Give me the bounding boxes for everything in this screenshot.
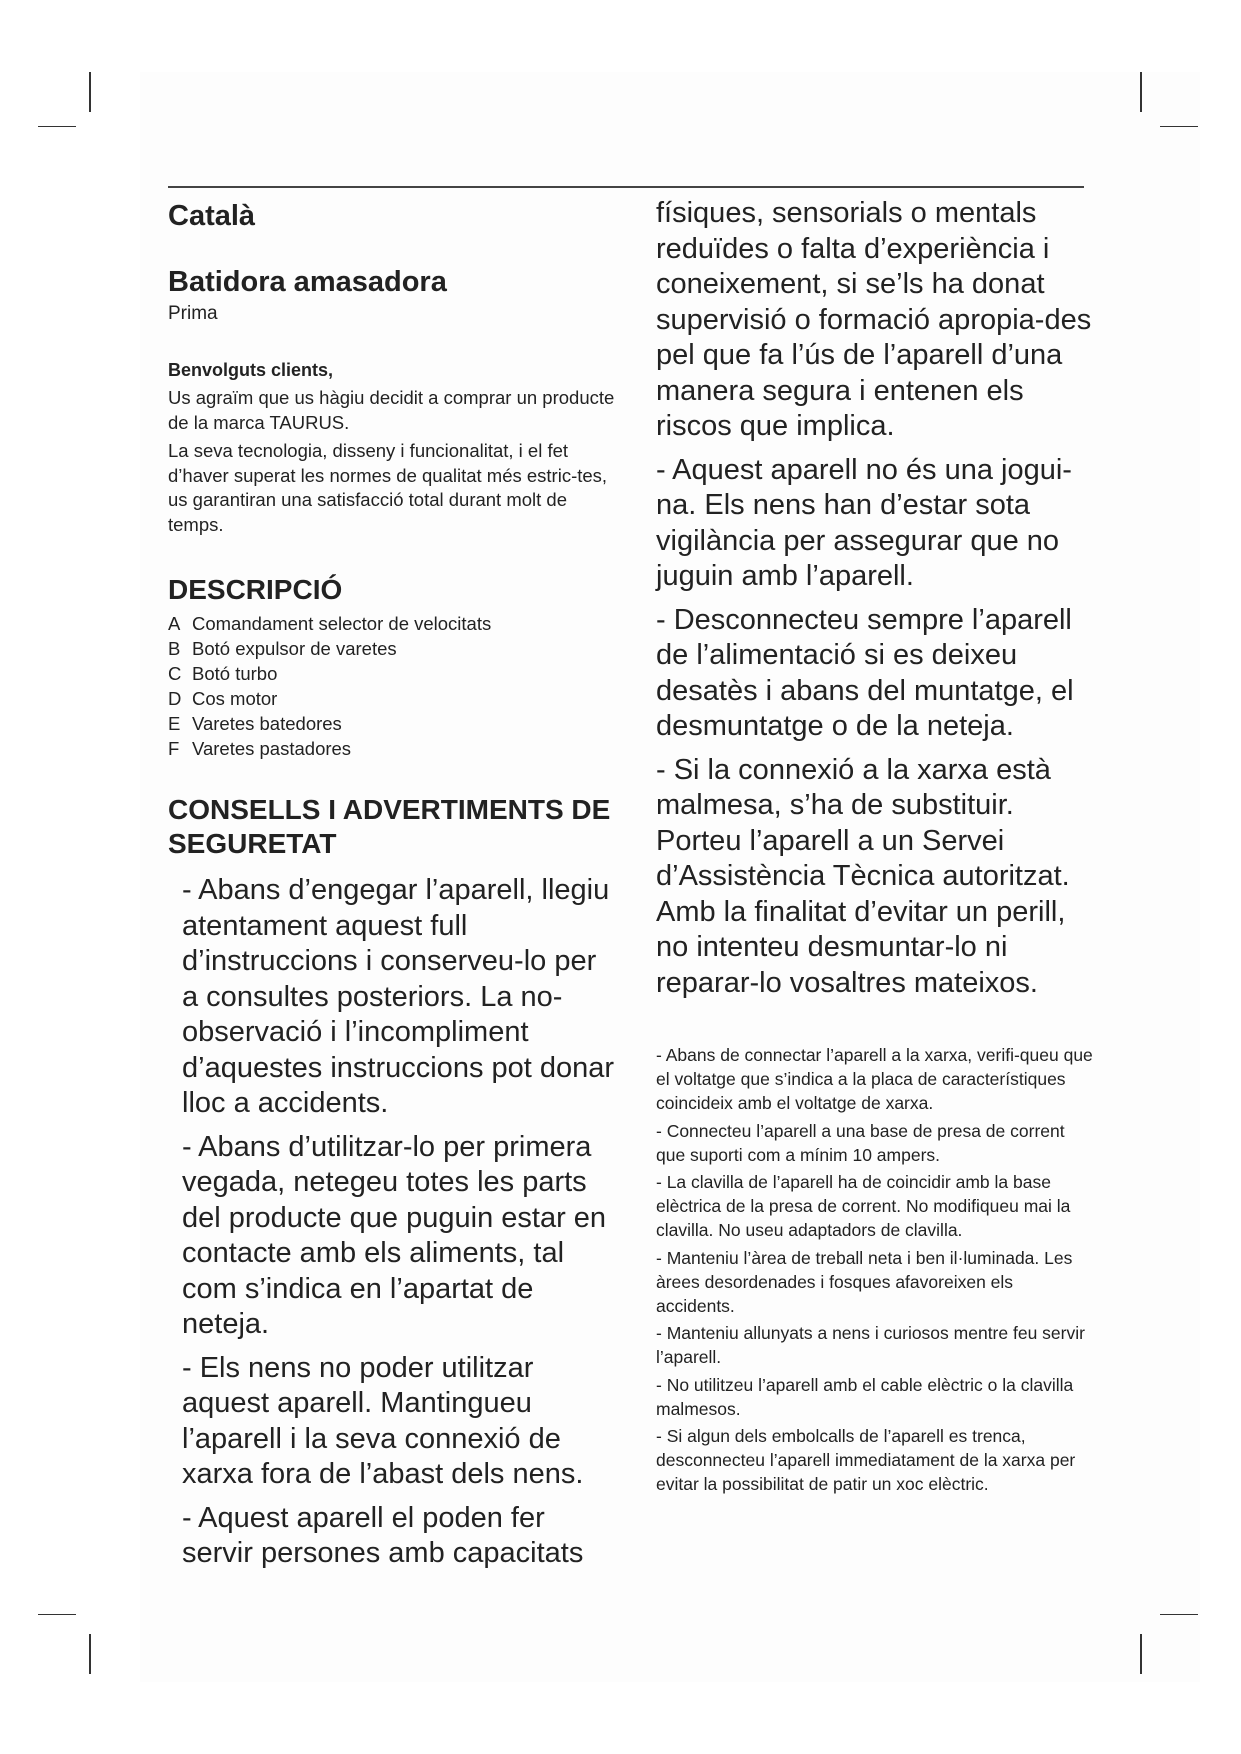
safety-small-item: - Manteniu l’àrea de treball neta i ben il·luminada. Les àrees desordenades i fosques afavoreixen els accidents. — [656, 1247, 1073, 1317]
description-text: Varetes batedores — [192, 713, 342, 734]
header-rule — [168, 186, 1084, 188]
safety-small-item: - Si algun dels embolcalls de l’aparell es trenca, desconnecteu l’aparell immediatament de la xarxa per evitar la possibilitat de patir un xoc elèctric. — [656, 1426, 1076, 1495]
safety-list-left — [182, 873, 618, 1572]
safety-item: - Aquest aparell el poden fer servir persones amb capacitats — [182, 1501, 584, 1569]
left-column — [168, 196, 618, 1580]
right-column — [656, 196, 1096, 1500]
product-title: Batidora amasadora — [168, 266, 447, 298]
safety-small-item: - Connecteu l’aparell a una base de presa de corrent que suporti com a mínim 10 ampers. — [656, 1120, 1065, 1165]
description-letter: F — [168, 738, 180, 759]
safety-item: - Abans d’utilitzar-lo per primera vegada, netegeu totes les parts del producte que puguin estar en contacte amb els aliments, tal com s’indica en l’apartat de neteja. — [182, 1130, 607, 1340]
description-letter: A — [168, 613, 181, 634]
intro-paragraph: La seva tecnologia, disseny i funcionalitat, i el fet d’haver superat les normes de qualitat més estric-tes, us garantiran una satisfacció total durant molt de temps. — [168, 440, 608, 535]
crop-mark-top-left-vertical — [89, 72, 91, 112]
language-title: Català — [168, 200, 256, 232]
description-letter: B — [168, 638, 181, 659]
greeting: Benvolguts clients, — [168, 360, 334, 380]
crop-mark-bottom-left-vertical — [89, 1634, 91, 1674]
crop-mark-bottom-right-vertical — [1140, 1634, 1142, 1674]
description-text: Varetes pastadores — [192, 738, 352, 759]
safety-item: - Si la connexió a la xarxa està malmesa, s’ha de substituir. Porteu l’aparell a un Servei d’Assistència Tècnica autoritzat. Amb la finalitat d’evitar un perill, no intenteu desmuntar-lo ni reparar-lo vosaltres mateixos. — [656, 753, 1070, 999]
safety-heading: CONSELLS I ADVERTIMENTS DE SEGURETAT — [168, 794, 611, 859]
product-model: Prima — [168, 303, 218, 324]
safety-small-item: - Abans de connectar l’aparell a la xarxa, verifi-queu que el voltatge que s’indica a la placa de característiques coincideix amb el voltatge de xarxa. — [656, 1045, 1093, 1114]
safety-list-small — [656, 1043, 1096, 1497]
description-letter: D — [168, 688, 182, 709]
intro-paragraph: Us agraïm que us hàgiu decidit a comprar un producte de la marca TAURUS. — [168, 387, 615, 433]
safety-small-item: - No utilitzeu l’aparell amb el cable elèctric o la clavilla malmesos. — [656, 1374, 1074, 1419]
description-text: Comandament selector de velocitats — [192, 613, 492, 634]
safety-item: - Els nens no poder utilitzar aquest aparell. Mantingueu l’aparell i la seva connexió de xarxa fora de l’abast dels nens. — [182, 1351, 584, 1490]
description-letter: E — [168, 713, 181, 734]
description-item — [168, 636, 618, 661]
description-list — [168, 611, 618, 761]
crop-mark-top-left-horizontal — [38, 126, 76, 127]
crop-mark-bottom-left-horizontal — [38, 1614, 76, 1615]
crop-mark-top-right-vertical — [1140, 72, 1142, 112]
description-item — [168, 686, 618, 711]
description-item — [168, 711, 618, 736]
description-text: Botó turbo — [192, 663, 278, 684]
safety-item: - Abans d’engegar l’aparell, llegiu atentament aquest full d’instruccions i conserveu-lo per a consultes posteriors. La no-observació i l’incompliment d’aquestes instruccions pot donar lloc a accidents. — [182, 874, 615, 1119]
description-item — [168, 736, 618, 761]
description-item — [168, 611, 618, 636]
description-text: Botó expulsor de varetes — [192, 638, 397, 659]
description-letter: C — [168, 663, 182, 684]
description-text: Cos motor — [192, 688, 278, 709]
safety-list-right — [656, 196, 1096, 1001]
safety-small-item: - Manteniu allunyats a nens i curiosos mentre feu servir l’aparell. — [656, 1323, 1085, 1368]
description-item — [168, 661, 618, 686]
safety-item: - Aquest aparell no és una jogui-na. Els nens han d’estar sota vigilància per assegurar que no juguin amb l’aparell. — [656, 453, 1072, 592]
crop-mark-top-right-horizontal — [1160, 126, 1198, 127]
description-heading: DESCRIPCIÓ — [168, 574, 343, 605]
safety-small-item: - La clavilla de l’aparell ha de coincidir amb la base elèctrica de la presa de corrent. No modifiqueu mai la clavilla. No useu adaptadors de clavilla. — [656, 1172, 1071, 1241]
safety-item: físiques, sensorials o mentals reduïdes o falta d’experiència i coneixement, si se’ls ha donat supervisió o formació apropia-des pel que fa l’ús de l’aparell d’una manera segura i entenen els riscos que implica. — [656, 197, 1092, 442]
safety-item: - Desconnecteu sempre l’aparell de l’alimentació si es deixeu desatès i abans del muntatge, el desmuntatge o de la neteja. — [656, 603, 1074, 742]
crop-mark-bottom-right-horizontal — [1160, 1614, 1198, 1615]
